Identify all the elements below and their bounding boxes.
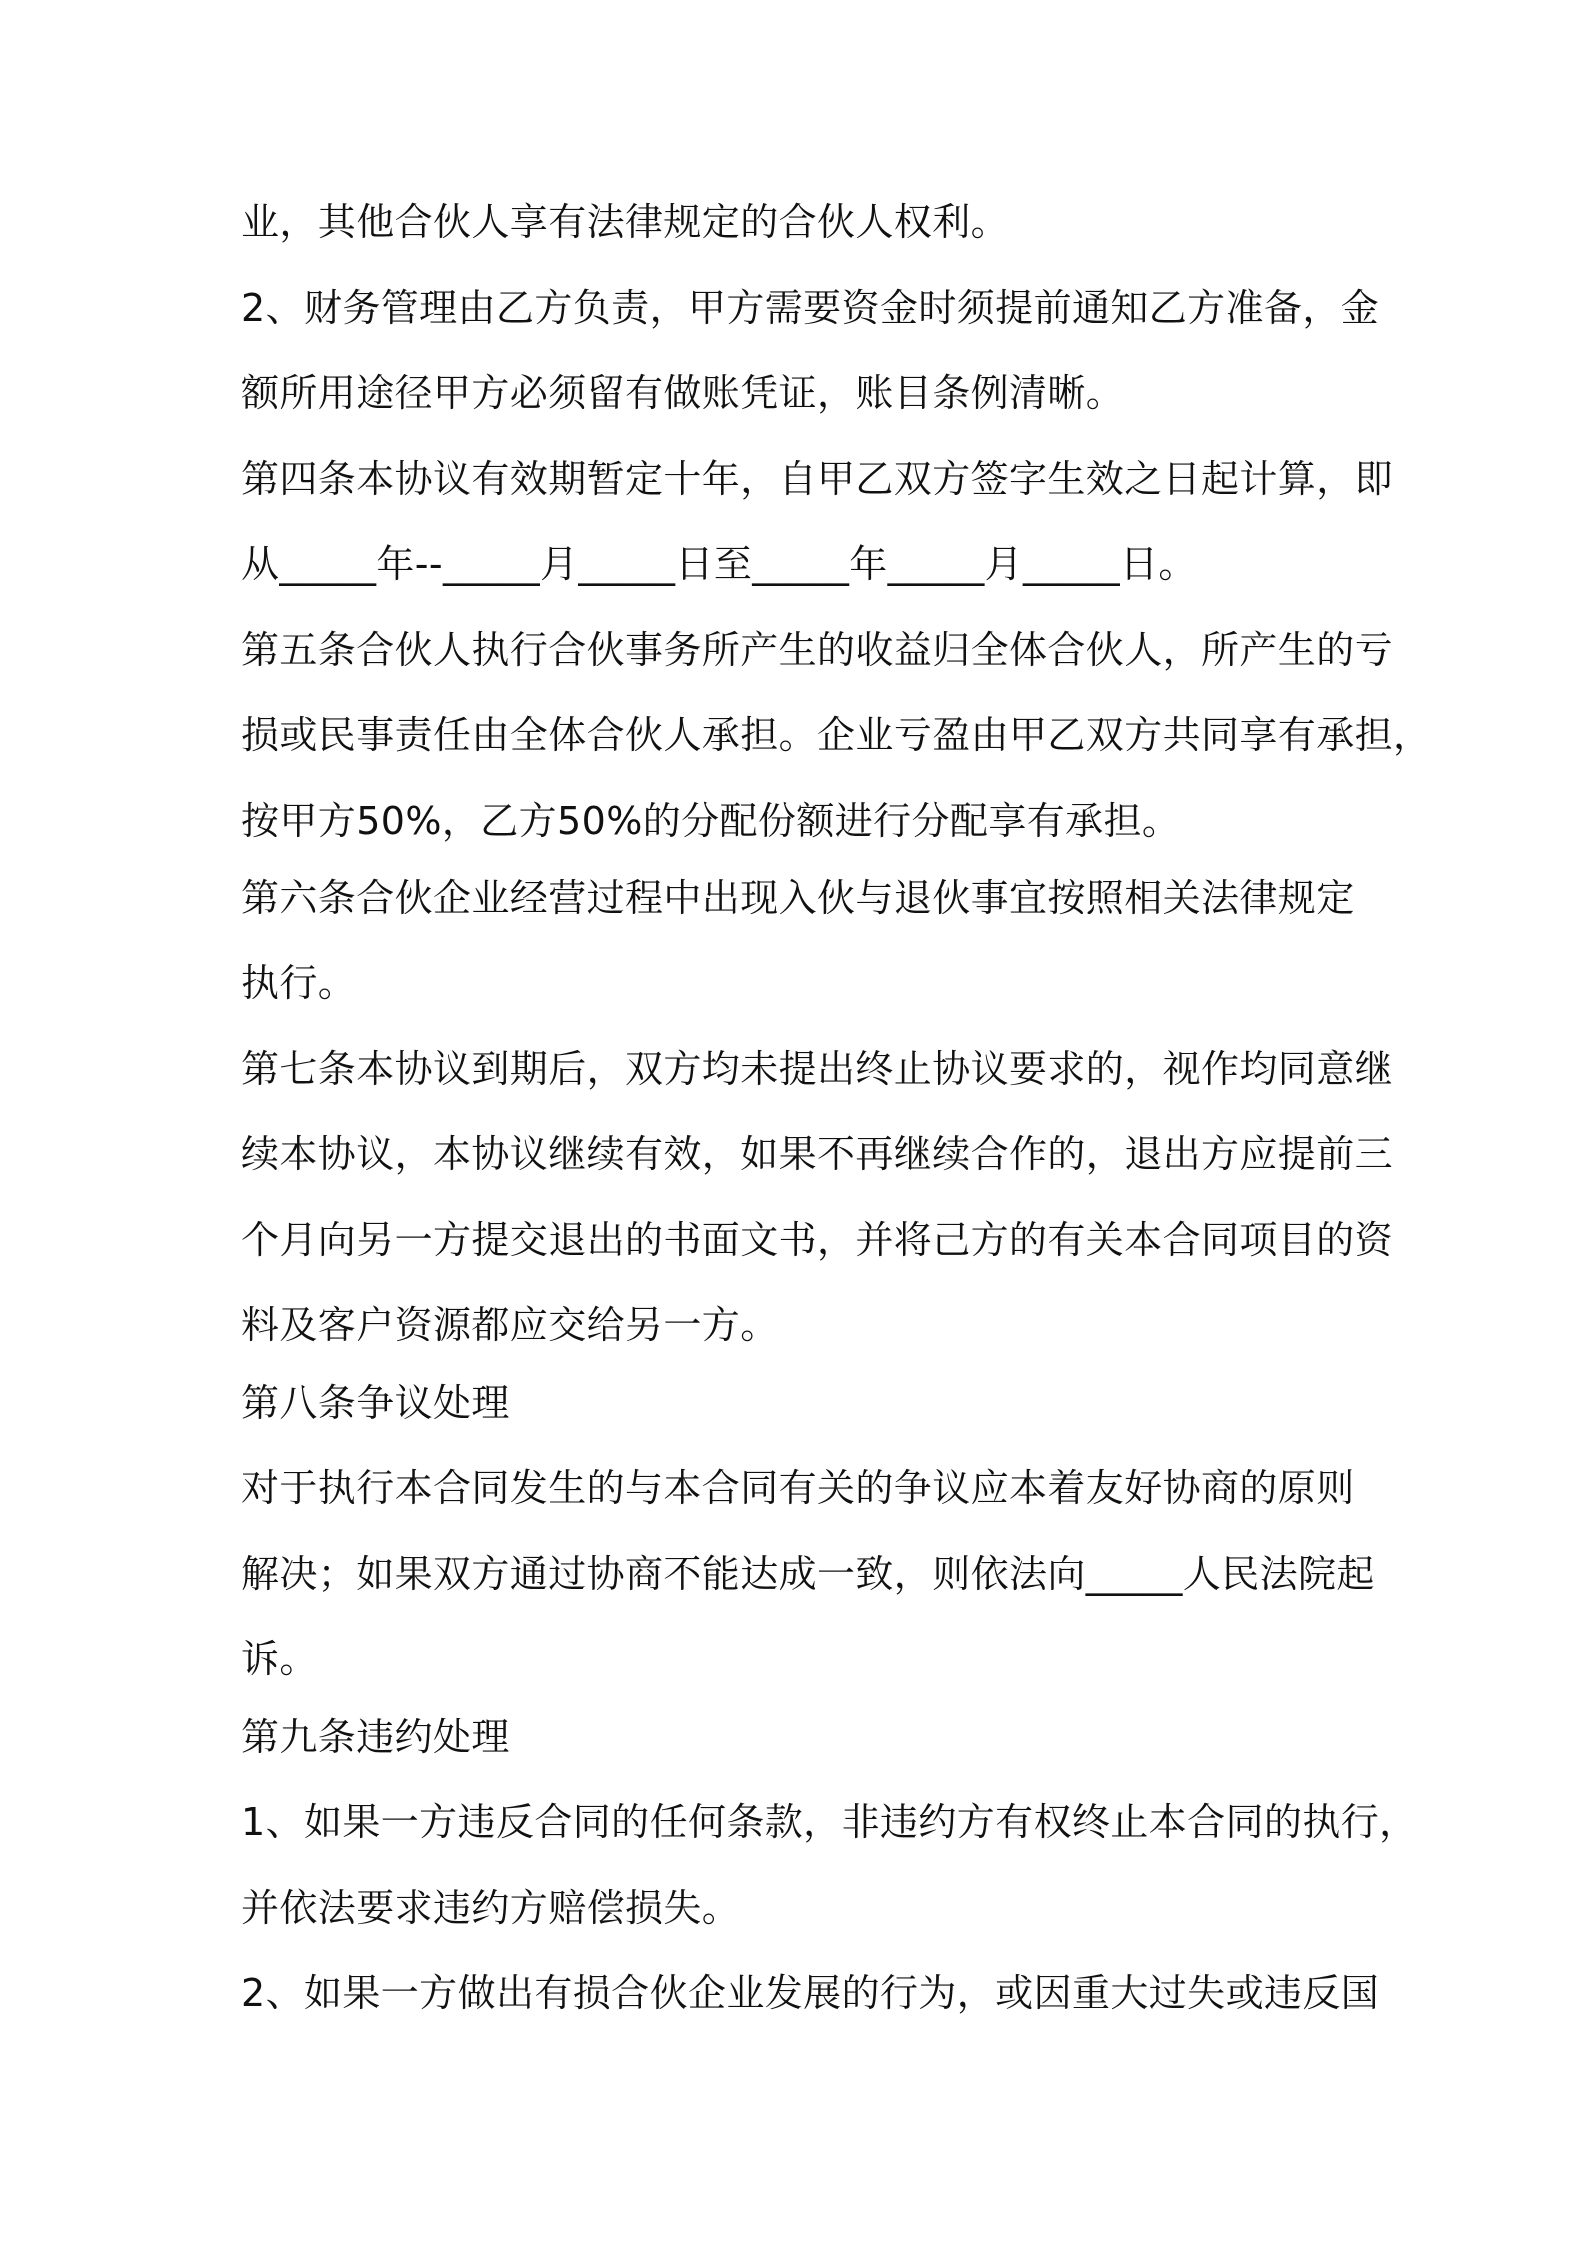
text-line: 料及客户资源都应交给另一方。	[241, 1303, 779, 1347]
text-line: 1、如果一方违反合同的任何条款，非违约方有权终止本合同的执行，	[241, 1800, 1418, 1844]
text-line: 额所用途径甲方必须留有做账凭证，账目条例清晰。	[241, 371, 1125, 415]
text-line: 第八条争议处理	[241, 1381, 510, 1425]
text-line: 按甲方50%，乙方50%的分配份额进行分配享有承担。	[241, 799, 1181, 843]
text-line: 从_____年--_____月_____日至_____年_____月_____日。	[241, 542, 1197, 586]
text-line: 损或民事责任由全体合伙人承担。企业亏盈由甲乙双方共同享有承担，	[241, 713, 1432, 757]
text-line: 个月向另一方提交退出的书面文书，并将己方的有关本合同项目的资	[241, 1218, 1394, 1262]
text-line: 2、如果一方做出有损合伙企业发展的行为，或因重大过失或违反国	[241, 1971, 1380, 2015]
text-line: 诉。	[241, 1637, 318, 1681]
text-line: 执行。	[241, 961, 357, 1005]
text-line: 解决；如果双方通过协商不能达成一致，则依法向_____人民法院起	[241, 1552, 1375, 1596]
text-line: 第六条合伙企业经营过程中出现入伙与退伙事宜按照相关法律规定	[241, 876, 1355, 920]
text-line: 第九条违约处理	[241, 1715, 510, 1759]
text-line: 业，其他合伙人享有法律规定的合伙人权利。	[241, 200, 1010, 244]
text-line: 并依法要求违约方赔偿损失。	[241, 1886, 741, 1930]
text-line: 对于执行本合同发生的与本合同有关的争议应本着友好协商的原则	[241, 1466, 1355, 1510]
text-line: 第四条本协议有效期暂定十年，自甲乙双方签字生效之日起计算，即	[241, 457, 1394, 501]
text-line: 第七条本协议到期后，双方均未提出终止协议要求的，视作均同意继	[241, 1047, 1394, 1091]
text-line: 第五条合伙人执行合伙事务所产生的收益归全体合伙人，所产生的亏	[241, 628, 1394, 672]
text-line: 2、财务管理由乙方负责，甲方需要资金时须提前通知乙方准备，金	[241, 286, 1380, 330]
text-line: 续本协议，本协议继续有效，如果不再继续合作的，退出方应提前三	[241, 1132, 1394, 1176]
